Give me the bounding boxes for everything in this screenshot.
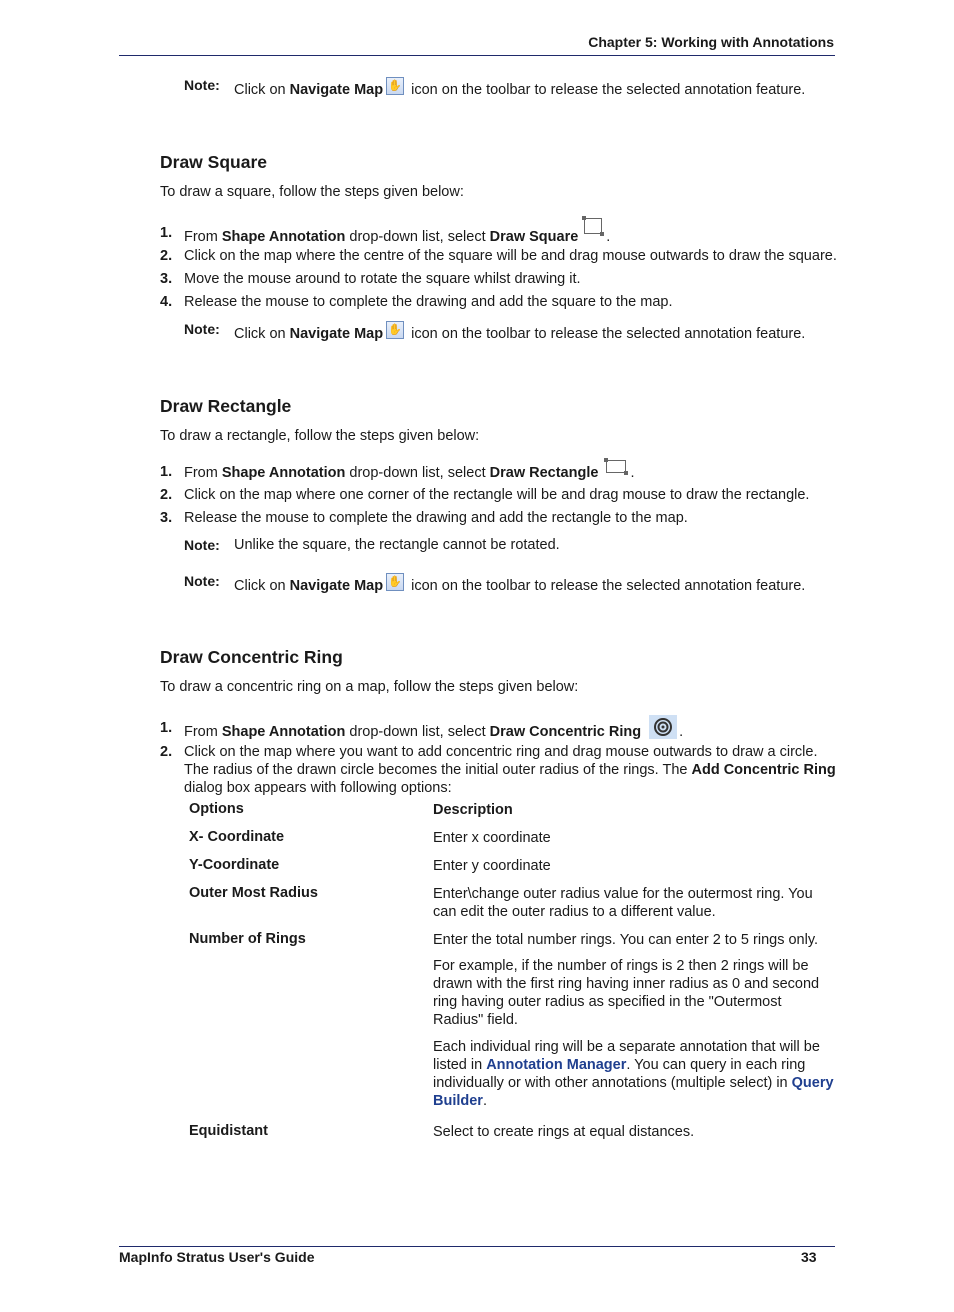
step-text: drop-down list, select [345,465,490,481]
step-number: 1. [160,225,173,241]
step-text: Click on the map where you want to add concentric ring and drag mouse outwards to draw a circle. The radius of the drawn circle becomes the initial outer radius of the rings. The [184,744,818,778]
step-text: From [184,229,222,245]
header-rule [119,55,835,56]
desc-text: Each individual ring will be a separate annotation that will be listed in [433,1039,820,1073]
step-square-2: Click on the map where the centre of the square will be and drag mouse outwards to draw the square. [184,248,837,264]
step-ring-1 [184,720,683,744]
square-icon [584,218,602,234]
table-header-description: Description [433,802,513,818]
step-rectangle-1 [184,464,634,481]
note-label: Note: [184,573,220,589]
step-rectangle-3: Release the mouse to complete the drawing and add the rectangle to the map. [184,510,688,526]
option-y-coordinate: Y-Coordinate [189,857,280,873]
step-bold: Add Concentric Ring [691,762,836,778]
step-bold: Shape Annotation [221,723,346,740]
step-number: 1. [160,720,173,736]
hand-icon: ✋ [386,77,404,95]
note-text-post: icon on the toolbar to release the selected annotation feature. [407,82,806,98]
section-heading-square: Draw Square [160,152,267,172]
section-intro-rectangle: To draw a rectangle, follow the steps given below: [160,428,480,444]
query-builder-link[interactable]: Query Builder [433,1075,834,1109]
note-label: Note: [184,321,220,337]
note-text-pre: Click on [234,326,290,342]
rectangle-icon [606,460,626,473]
step-rectangle-2: Click on the map where one corner of the rectangle will be and drag mouse to draw the rectangle. [184,487,810,503]
option-outer-most-radius: Outer Most Radius [189,885,318,901]
desc-text: . You can query in each ring individually or with other annotations (multiple select) in [433,1057,806,1091]
section-intro-ring: To draw a concentric ring on a map, follow the steps given below: [160,679,579,695]
footer-title: MapInfo Stratus User's Guide [119,1249,315,1265]
option-equidistant: Equidistant [189,1123,268,1139]
note-label: Note: [184,537,220,553]
navigate-note [234,82,805,101]
step-bold: Draw Concentric Ring [489,723,642,740]
step-bold: Draw Square [489,229,579,245]
step-square-1 [184,225,610,245]
page-number: 33 [801,1249,817,1265]
note-text-bold: Navigate Map [289,82,384,98]
rotation-note: Unlike the square, the rectangle cannot be rotated. [234,537,560,553]
footer-rule [119,1246,835,1247]
annotation-manager-link[interactable]: Annotation Manager [486,1057,627,1073]
desc-number-of-rings-example: For example, if the number of rings is 2 then 2 rings will be drawn with the first ring having inner radius as 0 and second ring having outer radius as specified in the "Outermost Radius" field. [433,958,820,1028]
desc-y-coordinate: Enter y coordinate [433,858,551,874]
option-number-of-rings: Number of Rings [189,931,306,947]
step-number: 3. [160,271,173,287]
option-x-coordinate: X- Coordinate [189,829,285,845]
chapter-header: Chapter 5: Working with Annotations [588,34,834,50]
table-header-options: Options [189,801,244,817]
desc-equidistant: Select to create rings at equal distances. [433,1124,695,1140]
step-number: 3. [160,510,173,526]
desc-x-coordinate: Enter x coordinate [433,830,551,846]
step-text: From [184,465,222,481]
concentric-ring-icon [649,715,677,739]
desc-number-of-rings-annotation [433,1038,835,1110]
section-heading-ring: Draw Concentric Ring [160,647,343,667]
desc-outer-most-radius: Enter\change outer radius value for the outermost ring. You can edit the outer radius to a different value. [433,886,813,920]
hand-icon: ✋ [386,321,404,339]
navigate-note [234,578,805,597]
step-bold: Draw Rectangle [489,465,599,481]
note-text-bold: Navigate Map [289,326,384,342]
step-number: 2. [160,744,173,760]
section-heading-rectangle: Draw Rectangle [160,396,292,416]
step-bold: Shape Annotation [221,229,346,245]
step-square-3: Move the mouse around to rotate the square whilst drawing it. [184,271,581,287]
note-text-pre: Click on [234,578,290,594]
step-text: . [630,465,635,481]
step-text: dialog box appears with following options: [184,780,452,796]
note-text-bold: Navigate Map [289,578,384,594]
step-text: From [184,723,222,740]
navigate-note [234,326,805,345]
desc-number-of-rings: Enter the total number rings. You can enter 2 to 5 rings only. [433,932,819,948]
step-number: 4. [160,294,173,310]
desc-text: . [482,1093,487,1109]
step-text: . [606,229,611,245]
step-number: 1. [160,464,173,480]
section-intro-square: To draw a square, follow the steps given below: [160,184,464,200]
hand-icon: ✋ [386,573,404,591]
note-text-post: icon on the toolbar to release the selected annotation feature. [407,578,806,594]
note-text-post: icon on the toolbar to release the selected annotation feature. [407,326,806,342]
note-text-pre: Click on [234,82,290,98]
step-text: drop-down list, select [345,229,490,245]
step-ring-2 [184,743,839,797]
step-bold: Shape Annotation [221,465,346,481]
note-label: Note: [184,77,220,93]
step-number: 2. [160,487,173,503]
step-text: drop-down list, select [345,723,490,740]
step-number: 2. [160,248,173,264]
step-text: . [679,723,684,740]
step-square-4: Release the mouse to complete the drawing and add the square to the map. [184,294,673,310]
